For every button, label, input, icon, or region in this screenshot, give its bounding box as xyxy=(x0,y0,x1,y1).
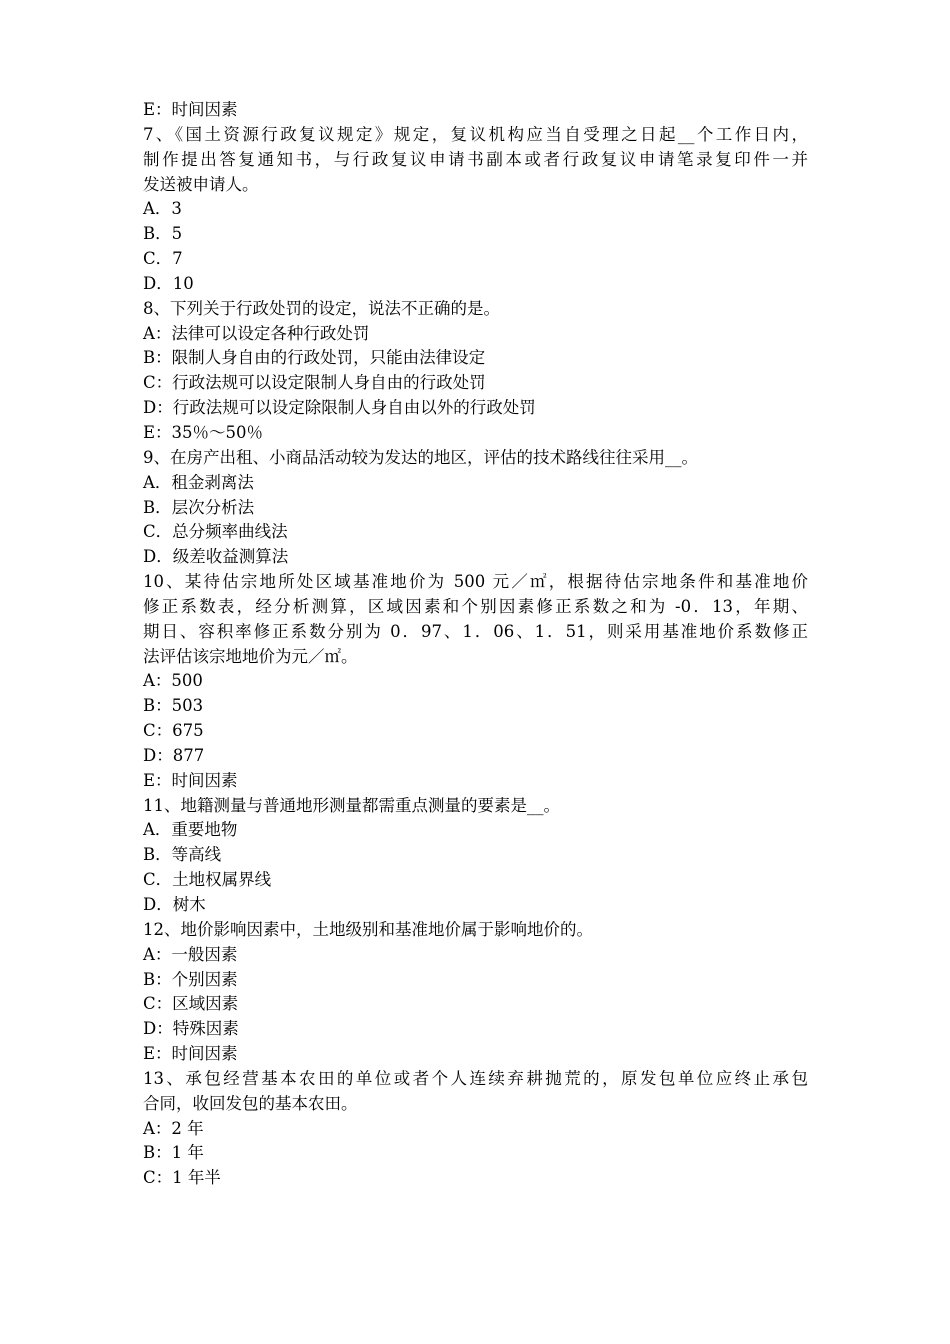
option-c-line: C．7 xyxy=(143,249,183,269)
option-a-line: A：2 年 xyxy=(143,1118,204,1138)
option-b-line: B：503 xyxy=(143,696,204,716)
option-b-line: B：个别因素 xyxy=(143,969,238,989)
question-11-line: 11、地籍测量与普通地形测量都需重点测量的要素是__。 xyxy=(143,795,560,815)
question-7-line: 发送被申请人。 xyxy=(143,174,259,194)
option-e-line: E：时间因素 xyxy=(143,770,238,790)
option-a-line: A．重要地物 xyxy=(143,820,238,840)
question-9-line: 9、在房产出租、小商品活动较为发达的地区，评估的技术路线往往采用__。 xyxy=(143,447,698,467)
question-7-line: 7、《国土资源行政复议规定》规定，复议机构应当自受理之日起__个工作日内， xyxy=(143,124,808,144)
option-c-line: C：行政法规可以设定限制人身自由的行政处罚 xyxy=(143,373,486,393)
option-d-line: D：特殊因素 xyxy=(143,1019,239,1039)
option-d-line: D：877 xyxy=(143,745,205,765)
option-e-line: E：35％～50％ xyxy=(143,422,264,442)
document-body xyxy=(143,98,808,1191)
option-a-line: A．3 xyxy=(143,199,182,219)
question-12-line: 12、地价影响因素中，土地级别和基准地价属于影响地价的。 xyxy=(143,919,593,939)
option-a-line: A：500 xyxy=(143,671,203,691)
option-e-line: E：时间因素 xyxy=(143,100,238,119)
option-b-line: B．5 xyxy=(143,224,183,244)
option-b-line: B．等高线 xyxy=(143,845,222,865)
option-b-line: B．层次分析法 xyxy=(143,497,255,517)
option-c-line: C：区域因素 xyxy=(143,994,239,1014)
option-d-line: D：行政法规可以设定除限制人身自由以外的行政处罚 xyxy=(143,398,536,418)
option-c-line: C：1 年半 xyxy=(143,1168,221,1188)
question-13-line: 合同，收回发包的基本农田。 xyxy=(143,1093,358,1113)
question-8-line: 8、下列关于行政处罚的设定，说法不正确的是。 xyxy=(143,298,500,318)
question-7-line: 制作提出答复通知书，与行政复议申请书副本或者行政复议申请笔录复印件一并 xyxy=(143,149,808,169)
option-a-line: A：法律可以设定各种行政处罚 xyxy=(143,323,370,343)
option-c-line: C：675 xyxy=(143,721,204,741)
question-10-line: 10、某待估宗地所处区域基准地价为 500 元／㎡，根据待估宗地条件和基准地价 xyxy=(143,572,808,592)
option-d-line: D．级差收益测算法 xyxy=(143,547,289,567)
option-c-line: C．土地权属界线 xyxy=(143,870,272,890)
question-13-line: 13、承包经营基本农田的单位或者个人连续弃耕抛荒的，原发包单位应终止承包 xyxy=(143,1068,808,1088)
option-c-line: C．总分频率曲线法 xyxy=(143,522,288,542)
option-b-line: B：限制人身自由的行政处罚，只能由法律设定 xyxy=(143,348,486,368)
option-e-line: E：时间因素 xyxy=(143,1044,238,1064)
option-a-line: A．租金剥离法 xyxy=(143,472,254,492)
option-b-line: B：1 年 xyxy=(143,1143,204,1163)
question-10-line: 法评估该宗地地价为元／㎡。 xyxy=(143,646,358,666)
option-d-line: D．树木 xyxy=(143,895,206,914)
option-d-line: D．10 xyxy=(143,273,194,293)
option-a-line: A：一般因素 xyxy=(143,944,238,964)
question-10-line: 期日、容积率修正系数分别为 0．97、1．06、1．51，则采用基准地价系数修正 xyxy=(143,621,808,641)
question-10-line: 修正系数表，经分析测算，区域因素和个别因素修正系数之和为 -0．13，年期、 xyxy=(143,596,808,616)
